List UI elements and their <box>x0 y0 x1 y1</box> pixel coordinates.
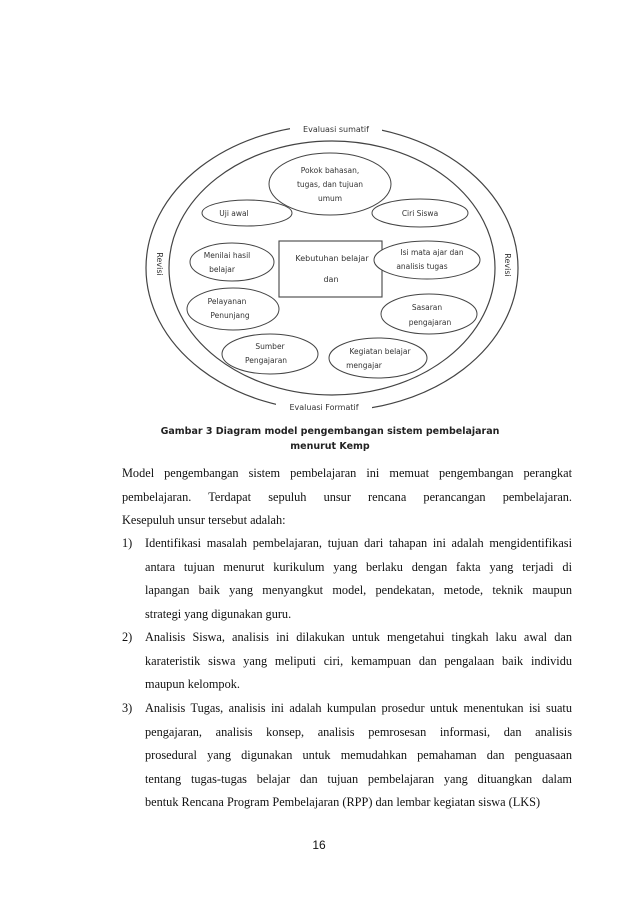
item-2-line-3: maupun kelompok. <box>145 677 240 692</box>
node-sasaran-line-1: Sasaran <box>411 303 443 312</box>
revisi-right-label: Revisi <box>503 253 512 277</box>
item-2-line-2: karateristik siswa yang meliputi ciri, kemampuan dan pengalaan baik individu <box>145 653 572 668</box>
node-menilai-hasil <box>190 243 274 281</box>
intro-line-3: Kesepuluh unsur tersebut adalah: <box>122 513 286 528</box>
node-kegiatan-line-2: mengajar <box>346 361 382 370</box>
item-2-paragraph <box>145 626 572 697</box>
item-1-number: 1) <box>122 536 133 550</box>
item-3-line-2: pengajaran, analisis konsep, analisis pemrosesan informasi, dan analisis <box>145 724 572 739</box>
node-ciri-siswa-text: Ciri Siswa <box>401 209 439 218</box>
node-sasaran-pengajaran <box>381 294 477 334</box>
node-isi-mata-line-2: analisis tugas <box>396 262 448 271</box>
item-3-number: 3) <box>122 701 133 715</box>
intro-line-2: pembelajaran. Terdapat sepuluh unsur rencana perancangan pembelajaran. <box>122 489 572 504</box>
node-sasaran-line-2: pengajaran <box>408 318 452 327</box>
evaluasi-formatif-label: Evaluasi Formatif <box>289 403 359 412</box>
item-1-line-1: Identifikasi masalah pembelajaran, tujuan dari tahapan ini adalah mengidentifikasi <box>145 536 572 550</box>
revisi-left-label: Revisi <box>155 252 164 276</box>
item-3-line-3: prosedural yang digunakan untuk memudahkan pemahaman dan penguasaan <box>145 748 572 763</box>
center-box-line-2: dan <box>323 275 339 284</box>
node-isi-mata-ajar <box>374 241 480 279</box>
item-3-paragraph <box>145 697 572 815</box>
item-3-line-5: bentuk Rencana Program Pembelajaran (RPP) dan lembar kegiatan siswa (LKS) <box>145 795 541 810</box>
page-number: 16 <box>312 838 326 852</box>
item-3-line-4: tentang tugas-tugas belajar dan tujuan pembelajaran yang dituangkan dalam <box>145 771 572 786</box>
item-3-line-1: Analisis Tugas, analisis ini adalah kumpulan prosedur untuk menentukan isi suatu <box>145 701 572 715</box>
item-1-line-3: lapangan baik yang menyangkut model, pendekatan, metode, teknik maupun <box>145 583 572 598</box>
center-box-line-1: Kebutuhan belajar <box>295 254 369 263</box>
node-pokok-line-3: umum <box>317 194 343 203</box>
node-pelayanan-penunjang <box>187 288 279 330</box>
node-isi-mata-line-1: Isi mata ajar dan <box>400 248 464 257</box>
node-pelayanan-line-2: Penunjang <box>210 311 250 320</box>
figure-caption-line-1: Gambar 3 Diagram model pengembangan sistem pembelajaran <box>160 426 500 437</box>
node-menilai-line-2: belajar <box>209 265 235 274</box>
intro-paragraph <box>122 462 572 533</box>
node-sumber-pengajaran <box>222 334 318 374</box>
center-box <box>279 241 382 297</box>
node-sumber-line-2: Pengajaran <box>244 356 288 365</box>
node-menilai-line-1: Menilai hasil <box>203 251 251 260</box>
node-pokok-line-1: Pokok bahasan, <box>300 166 360 175</box>
node-pokok-line-2: tugas, dan tujuan <box>296 180 364 189</box>
evaluasi-sumatif-label: Evaluasi sumatif <box>303 125 369 134</box>
item-1-paragraph <box>145 532 572 626</box>
kemp-model-diagram <box>142 118 522 418</box>
node-kegiatan-belajar <box>329 338 427 378</box>
item-2-line-1: Analisis Siswa, analisis ini dilakukan untuk mengetahui tingkah laku awal dan <box>145 630 572 644</box>
item-1-line-2: antara tujuan menurut kurikulum yang berlaku dengan fakta yang terjadi di <box>145 559 572 574</box>
node-kegiatan-line-1: Kegiatan belajar <box>349 347 411 356</box>
node-uji-awal-text: Uji awal <box>219 209 249 218</box>
item-2-number: 2) <box>122 630 133 644</box>
figure-caption-line-2: menurut Kemp <box>290 441 370 452</box>
item-1-line-4: strategi yang digunakan guru. <box>145 606 292 621</box>
intro-line-1: Model pengembangan sistem pembelajaran ini memuat pengembangan perangkat <box>122 466 572 480</box>
node-sumber-line-1: Sumber <box>255 342 285 351</box>
node-pelayanan-line-1: Pelayanan <box>207 297 247 306</box>
